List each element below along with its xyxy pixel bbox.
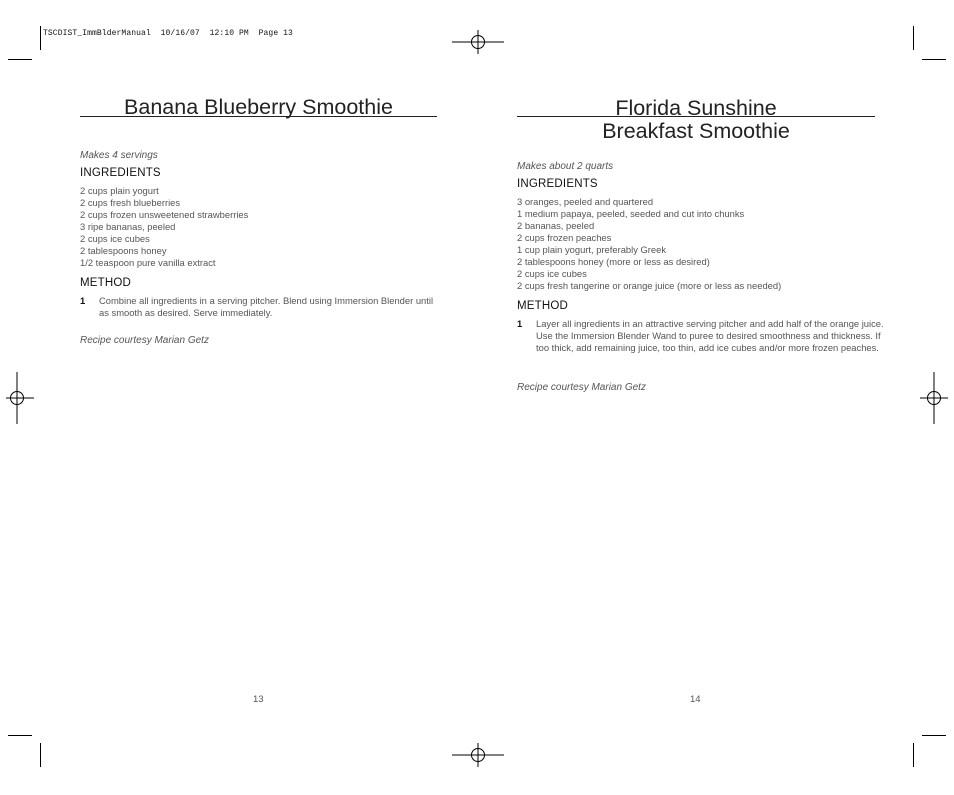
registration-mark-icon bbox=[452, 30, 504, 54]
ingredients-heading: INGREDIENTS bbox=[80, 167, 161, 179]
ingredient-item: 2 bananas, peeled bbox=[517, 220, 595, 231]
crop-mark bbox=[913, 26, 914, 50]
ingredient-item: 1/2 teaspoon pure vanilla extract bbox=[80, 257, 216, 268]
method-heading: METHOD bbox=[80, 277, 132, 289]
recipe-title-block bbox=[80, 96, 437, 120]
method-step bbox=[517, 318, 886, 354]
recipe-title-line2: Breakfast Smoothie bbox=[602, 118, 790, 143]
ingredient-item: 2 cups ice cubes bbox=[80, 233, 150, 244]
ingredient-item: 2 cups frozen peaches bbox=[517, 232, 612, 243]
ingredient-item: 3 oranges, peeled and quartered bbox=[517, 196, 654, 207]
registration-mark-icon bbox=[6, 372, 34, 424]
recipe-title-block bbox=[517, 97, 875, 143]
ingredients-list bbox=[80, 185, 437, 269]
page-number: 13 bbox=[253, 694, 264, 705]
ingredient-item: 2 tablespoons honey (more or less as desired) bbox=[517, 256, 710, 267]
recipe-credit: Recipe courtesy Marian Getz bbox=[517, 382, 646, 393]
crop-mark bbox=[8, 59, 32, 60]
ingredient-item: 1 medium papaya, peeled, seeded and cut into chunks bbox=[517, 208, 745, 219]
page-number: 14 bbox=[690, 694, 701, 705]
recipe-yield: Makes 4 servings bbox=[80, 150, 158, 161]
crop-mark bbox=[40, 743, 41, 767]
ingredient-item: 1 cup plain yogurt, preferably Greek bbox=[517, 244, 667, 255]
ingredient-item: 2 cups fresh tangerine or orange juice (more or less as needed) bbox=[517, 280, 782, 291]
print-slug: TSCDIST_ImmBlderManual 10/16/07 12:10 PM Page 13 bbox=[43, 29, 293, 38]
registration-mark-icon bbox=[920, 372, 948, 424]
ingredients-list bbox=[517, 196, 875, 292]
method-step bbox=[80, 295, 437, 319]
crop-mark bbox=[922, 735, 946, 736]
recipe-credit: Recipe courtesy Marian Getz bbox=[80, 335, 209, 346]
crop-mark bbox=[8, 735, 32, 736]
recipe-yield: Makes about 2 quarts bbox=[517, 161, 614, 172]
crop-mark bbox=[922, 59, 946, 60]
ingredient-item: 2 cups frozen unsweetened strawberries bbox=[80, 209, 249, 220]
step-text: Layer all ingredients in an attractive serving pitcher and add half of the orange juice. Use the Immersion Blender Wand to puree to desired smoothness and thickness. If too thick, add remaining juice, too thin, add ice cubes and/or more frozen peaches. bbox=[536, 318, 884, 353]
ingredient-item: 2 cups fresh blueberries bbox=[80, 197, 181, 208]
registration-mark-icon bbox=[452, 743, 504, 767]
crop-mark bbox=[40, 26, 41, 50]
method-heading: METHOD bbox=[517, 300, 569, 312]
crop-mark bbox=[913, 743, 914, 767]
ingredients-heading: INGREDIENTS bbox=[517, 178, 598, 190]
step-number: 1 bbox=[517, 318, 523, 329]
step-number: 1 bbox=[80, 295, 86, 306]
step-text: Combine all ingredients in a serving pitcher. Blend using Immersion Blender until as smooth as desired. Serve immediately. bbox=[99, 295, 434, 318]
ingredient-item: 2 cups plain yogurt bbox=[80, 185, 159, 196]
ingredient-item: 2 tablespoons honey bbox=[80, 245, 167, 256]
recipe-title-line1: Florida Sunshine bbox=[615, 96, 777, 120]
ingredient-item: 2 cups ice cubes bbox=[517, 268, 587, 279]
recipe-title: Banana Blueberry Smoothie bbox=[124, 95, 393, 119]
ingredient-item: 3 ripe bananas, peeled bbox=[80, 221, 176, 232]
